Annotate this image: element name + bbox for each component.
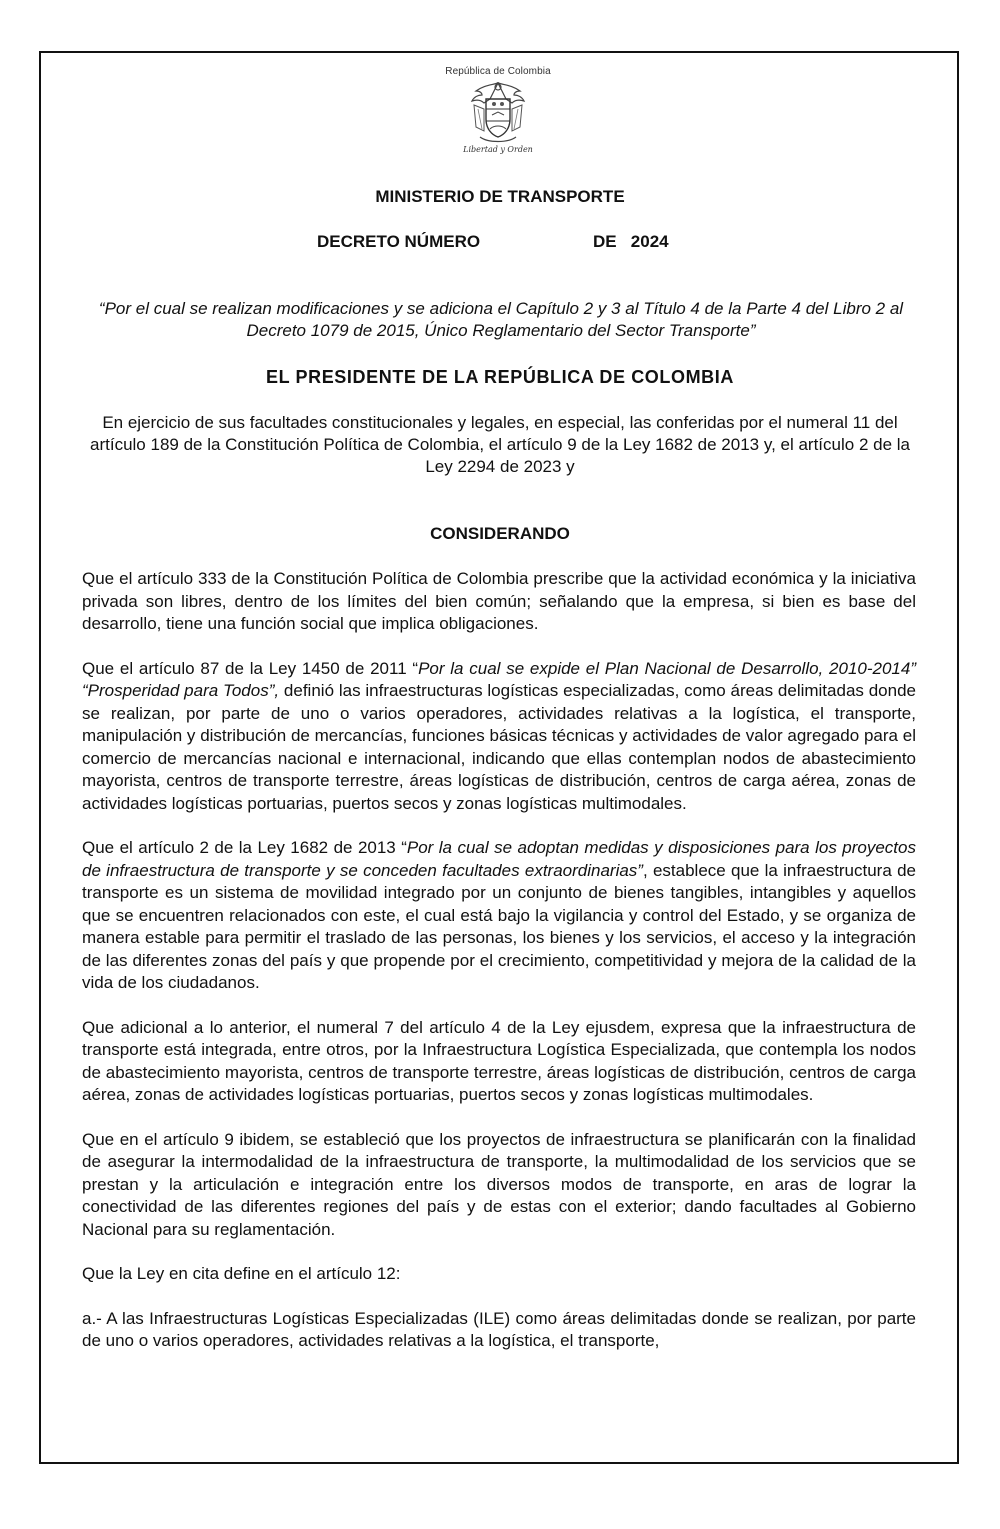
colombia-coat-of-arms-icon: [466, 79, 530, 145]
decree-year-label: DE 2024: [593, 232, 669, 251]
decree-epigraph: “Por el cual se realizan modificaciones y se adiciona el Capítulo 2 y 3 al Título 4 de la Parte 4 del Libro 2 al Decreto 1079 de 2015, Único Reglamentario del Sector Transporte”: [98, 299, 904, 340]
ministry-title: MINISTERIO DE TRANSPORTE: [375, 187, 625, 206]
paragraph-text: Que el artículo 2 de la Ley 1682 de 2013 “: [82, 838, 407, 857]
president-heading: EL PRESIDENTE DE LA REPÚBLICA DE COLOMBIA: [266, 367, 734, 387]
paragraph-text: definió las infraestructuras logísticas especializadas, como áreas delimitadas donde se realizan, por parte de uno o varios operadores, actividades relativas a la logística, el transporte, manipulación y distribución de mercancías, funciones básicas técnicas y actividades de valor agregado para el comercio de mercancías nacional e internacional, indicando que ellas contemplan nodos de abastecimiento mayorista, centros de transporte terrestre, áreas logísticas de distribución, centros de carga aérea, zonas de actividades logísticas portuarias, puertos secos y zonas logísticas multimodales.: [82, 681, 917, 813]
law-title-italic: Por la cual se expide el Plan Nacional de Desarrollo, 2010-2014” “Prosperidad para Todos”,: [82, 658, 916, 700]
consideration-paragraph: a.- A las Infraestructuras Logísticas Especializadas (ILE) como áreas delimitadas donde se realizan, por parte de uno o varios operadores, actividades relativas a la logística, el transporte,: [82, 1308, 916, 1350]
law-title-italic: Por la cual se adoptan medidas y disposiciones para los proyectos de infraestructura de transporte y se conceden facultades extraordinarias”: [82, 838, 916, 880]
considerando-heading: CONSIDERANDO: [430, 524, 570, 543]
considerations-body: [82, 568, 916, 1375]
motto: Libertad y Orden: [463, 145, 533, 154]
paragraph-text: Que el artículo 87 de la Ley 1450 de 2011 “: [82, 658, 419, 678]
powers-statement: En ejercicio de sus facultades constitucionales y legales, en especial, las conferidas por el numeral 11 del artículo 189 de la Constitución Política de Colombia, el artículo 9 de la Ley 1682 de 2013 y, el artículo 2 de la Ley 2294 de 2023 y: [90, 413, 910, 476]
consideration-paragraph: Que adicional a lo anterior, el numeral 7 del artículo 4 de la Ley ejusdem, expresa que la infraestructura de transporte está integrada, entre otros, por la Infraestructura Logística Especializada, que contempla los nodos de abastecimiento mayorista, centros de transporte terrestre, áreas logísticas de distribución, centros de carga aérea, zonas de actividades logísticas portuarias, puertos secos y zonas logísticas multimodales.: [82, 1017, 916, 1104]
consideration-paragraph: [82, 837, 916, 995]
decree-number-label: DECRETO NÚMERO: [317, 232, 481, 251]
consideration-paragraph: Que en el artículo 9 ibidem, se estableció que los proyectos de infraestructura se planificarán con la finalidad de asegurar la intermodalidad de la infraestructura de transporte, la multimodalidad de los servicios que se prestan y la articulación e integración entre los diversos modos de transporte, en aras de lograr la conectividad de las diferentes regiones del país y de estas con el exterior; dando facultades al Gobierno Nacional para su reglamentación.: [82, 1129, 916, 1239]
consideration-paragraph: Que la Ley en cita define en el artículo 12:: [82, 1264, 401, 1283]
letterhead-seal: [430, 66, 566, 166]
consideration-paragraph: Que el artículo 333 de la Constitución Política de Colombia prescribe que la actividad económica y la iniciativa privada son libres, dentro de los límites del bien común; señalando que la empresa, si bien es base del desarrollo, tiene una función social que implica obligaciones.: [82, 569, 916, 633]
consideration-paragraph: [82, 658, 916, 816]
country-label: República de Colombia: [445, 66, 551, 77]
paragraph-text: , establece que la infraestructura de transporte es un sistema de movilidad integrado por un conjunto de bienes tangibles, intangibles y aquellos que se encuentren relacionados con este, el cual está bajo la vigilancia y control del Estado, y se organiza de manera estable para permitir el traslado de las personas, los bienes y los servicios, el acceso y la integración de las diferentes zonas del país y que propende por el crecimiento, competitividad y mejora de la calidad de la vida de los ciudadanos.: [82, 860, 916, 992]
